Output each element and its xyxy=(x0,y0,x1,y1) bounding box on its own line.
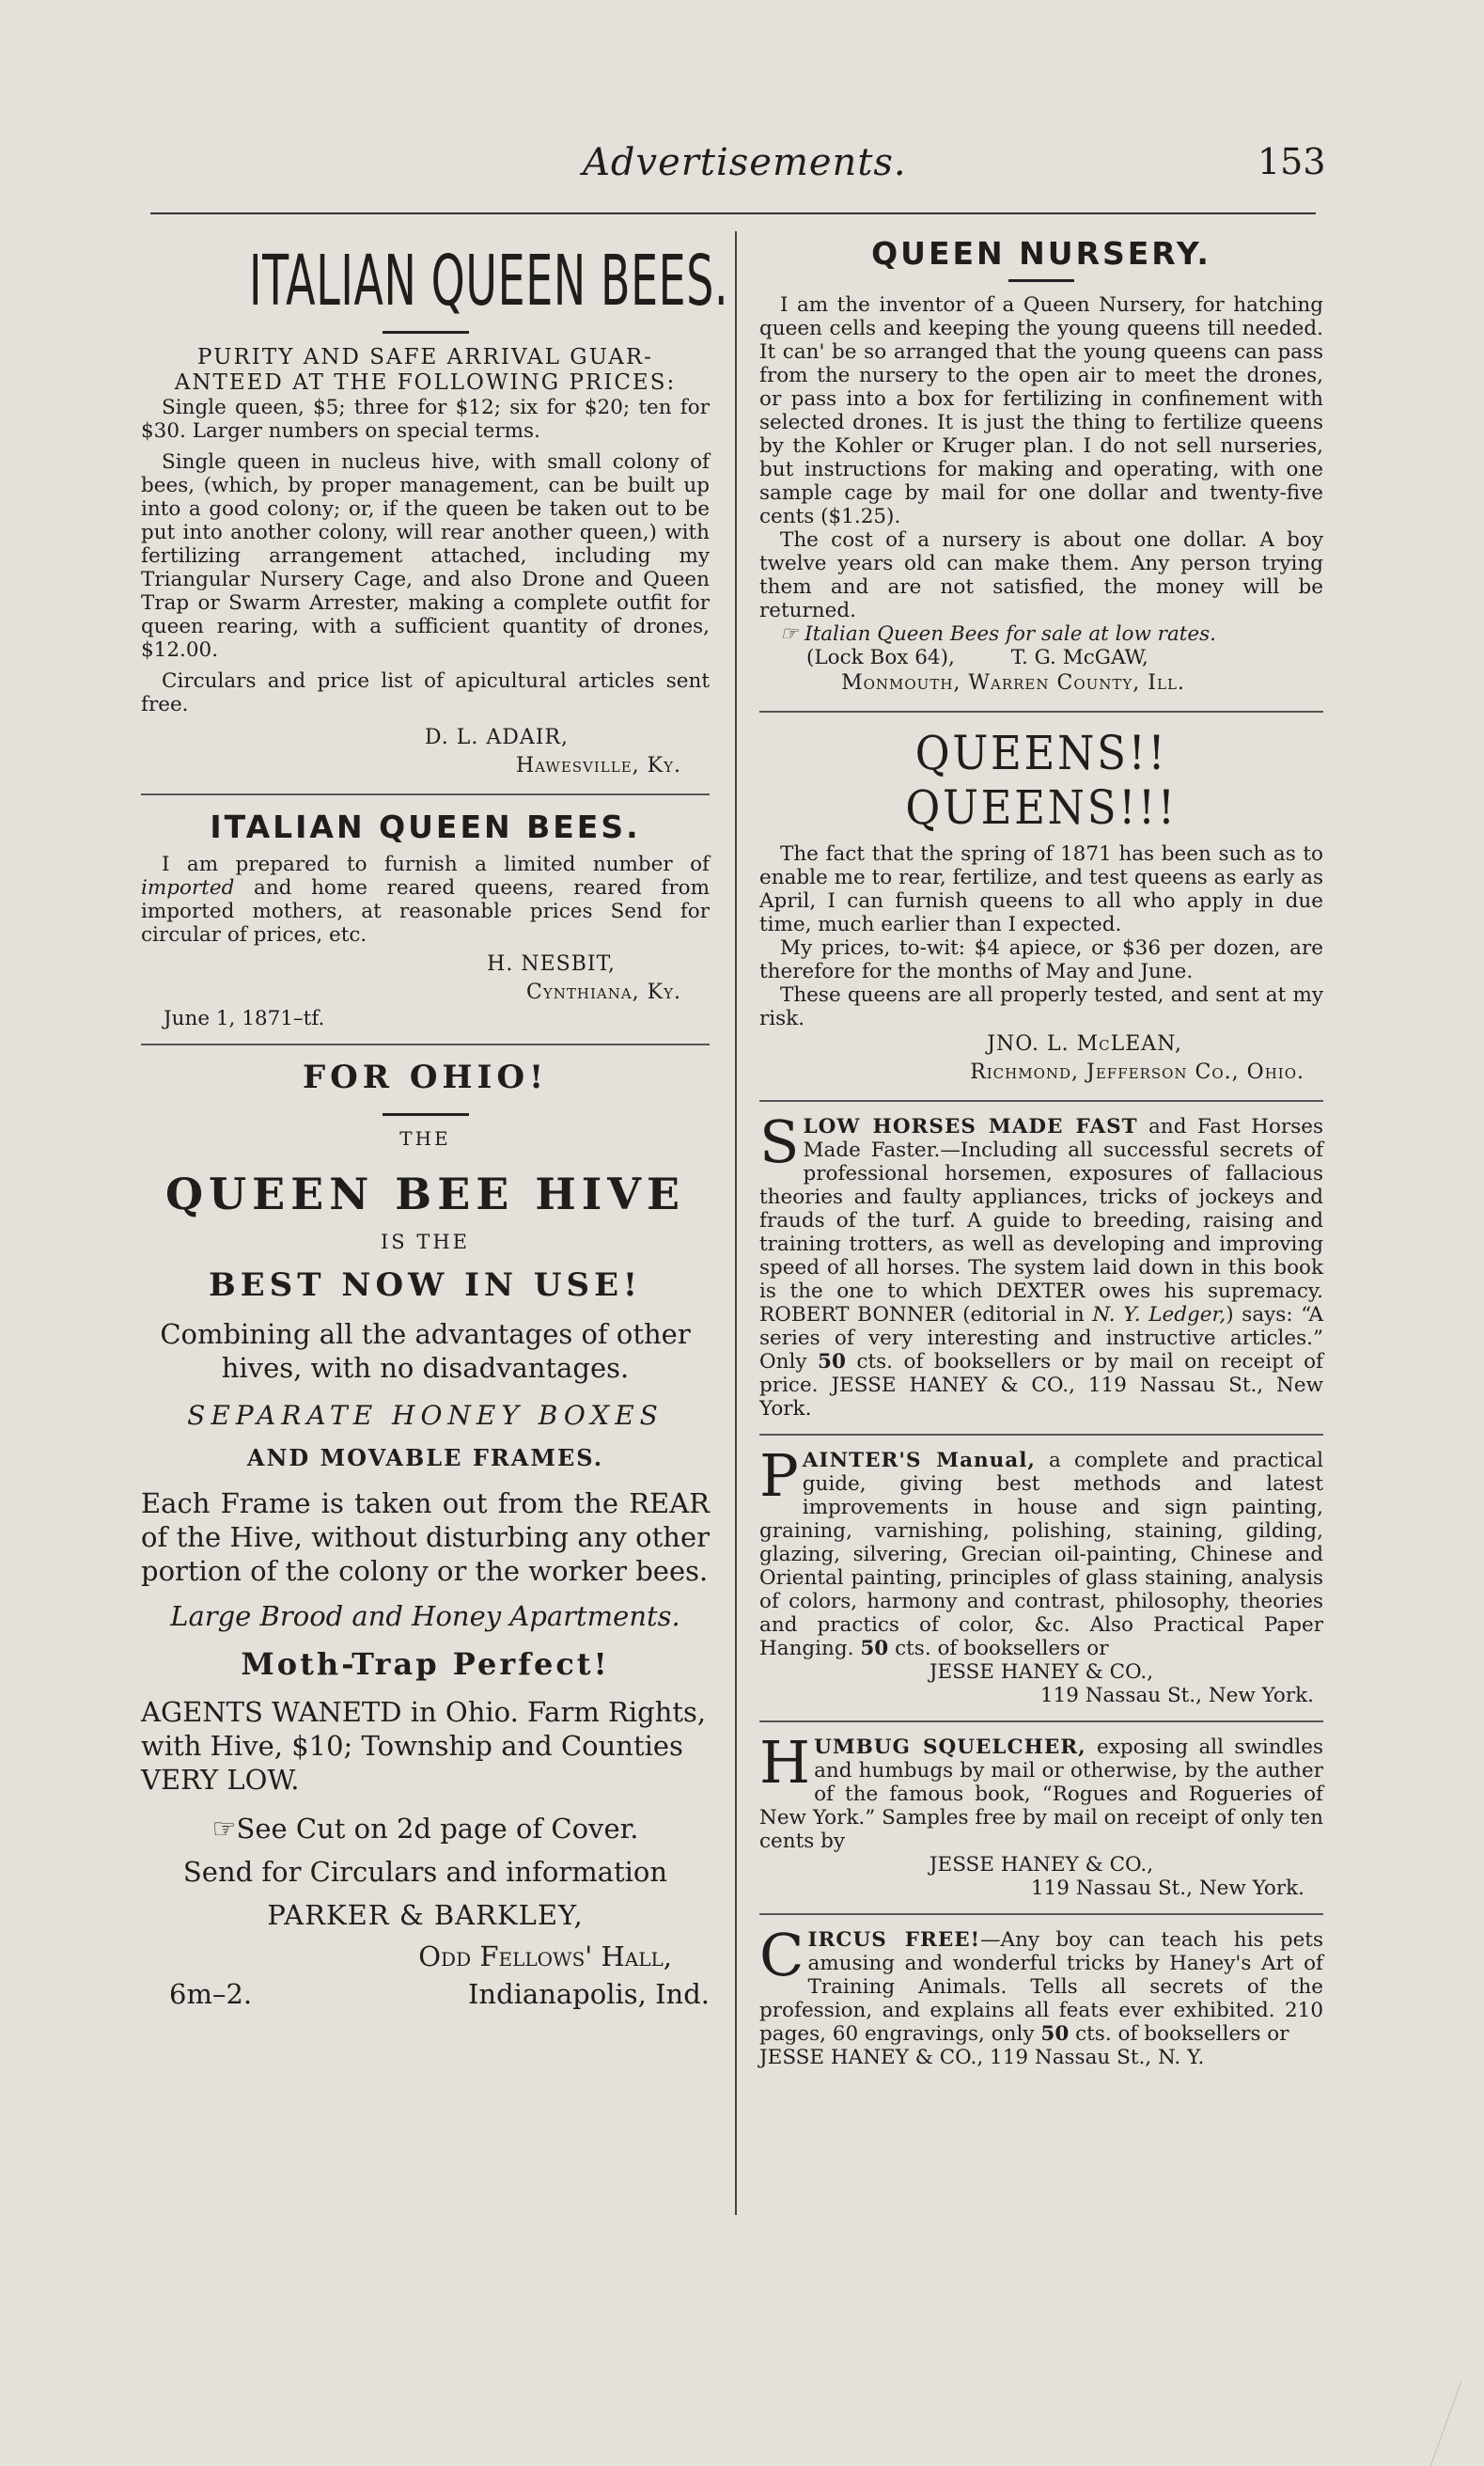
advertiser-name: D. L. ADAIR, xyxy=(424,726,569,749)
tested-paragraph: These queens are all properly tested, and sent at my risk. xyxy=(759,983,1323,1030)
lead-text: UMBUG SQUELCHER, xyxy=(814,1736,1086,1759)
drop-cap: C xyxy=(759,1921,804,1989)
ledger-name: N. Y. Ledger, xyxy=(1092,1303,1226,1327)
best-now-line: BEST NOW IN USE! xyxy=(209,1266,642,1304)
advertiser-name: H. NESBIT, xyxy=(487,952,616,976)
prices-paragraph: My prices, to-wit: $4 apiece, or $36 per dozen, are therefore for the months of May and June. xyxy=(759,936,1323,983)
is-the-line: IS THE xyxy=(380,1231,470,1253)
ad-adair xyxy=(141,241,729,780)
nesbit-body xyxy=(141,853,710,947)
title-rule xyxy=(383,331,469,334)
cost-paragraph: The cost of a nursery is about one dollar. A boy twelve years old can make them. Any person trying them and are not satisfied, the money will be returned. xyxy=(759,528,1323,622)
slow-horses-body xyxy=(759,1107,1323,1421)
body-text: cts. of booksellers or xyxy=(888,1637,1109,1660)
ad-slow-horses xyxy=(759,1107,1323,1421)
ad-queens xyxy=(759,726,1323,1087)
humbug-body xyxy=(759,1728,1323,1853)
nursery-paragraph: I am the inventor of a Queen Nursery, for hatching queen cells and keeping the young queens till needed. It can' be so arranged that the young queens can pass from the nursery to the open air to meet the drones, or pass into a box for fertilizing in confinement with selected drones. It is just the thing to fertilize queens by the Kohler or Kruger plan. I do not sell nurseries, but instructions for making and operating, with one sample cage by mail for one dollar and twenty-five cents ($1.25). xyxy=(759,293,1323,528)
drop-cap: H xyxy=(759,1728,811,1797)
lock-box: (Lock Box 64), xyxy=(806,646,955,669)
for-ohio-heading: FOR OHIO! xyxy=(302,1059,549,1096)
ad-title: ITALIAN QUEEN BEES. xyxy=(248,241,729,322)
imported-word: imported xyxy=(141,876,235,900)
separator xyxy=(759,1100,1323,1102)
each-frame-text: Each Frame is taken out from the REAR of the Hive, without disturbing any other portion of the colony or the worker bees. xyxy=(141,1487,710,1587)
circulars-paragraph: Circulars and price list of apicultural articles sent free. xyxy=(141,669,710,716)
price: 50 xyxy=(818,1350,846,1374)
lead-text: LOW HORSES MADE FAST xyxy=(803,1115,1138,1139)
queens-paragraph: The fact that the spring of 1871 has been such as to enable me to rear, fertilize, and test queens as early as April, I can furnish queens to all who apply in due time, much earlier than I expected. xyxy=(759,842,1323,936)
left-column xyxy=(141,233,729,2011)
signature-line xyxy=(806,646,1323,669)
send-line: Send for Circulars and information xyxy=(182,1856,668,1888)
city-text: Indianapolis, Ind. xyxy=(467,1978,710,2010)
body-text: exposing all swindles and humbugs by mail or otherwise, by the auther of the famous book, “Rogues and Rogueries of New York.” Samples free by mail on receipt of only ten cents by xyxy=(759,1736,1323,1853)
separator xyxy=(141,793,710,795)
hive-name: QUEEN BEE HIVE xyxy=(164,1169,686,1219)
body-text: and home reared queens, reared from imported mothers, at reasonable prices Send for circular of prices, etc. xyxy=(141,876,710,947)
lead-text: AINTER'S Manual, xyxy=(802,1449,1036,1472)
painter-body xyxy=(759,1441,1323,1660)
agents-text: AGENTS WANETD in Ohio. Farm Rights, with Hive, $10; Township and Counties VERY LOW. xyxy=(141,1696,707,1796)
ad-nesbit xyxy=(141,809,710,1030)
body-text: cts. of booksellers or xyxy=(1069,2022,1289,2046)
right-column xyxy=(759,233,1323,2069)
body-text: and Fast Horses Made Faster.—Including all successful secrets of professional horsemen, exposures of fallacious theories and faulty appliances, tricks of jockeys and frauds of the turf. A guide to breeding, raising and training trotters, as well as developing and improving speed of all horses. The system laid down in this book is the one to which DEXTER owes his supremacy. ROBERT BONNER (editorial in xyxy=(759,1115,1323,1327)
separate-boxes-line: SEPARATE HONEY BOXES xyxy=(187,1400,664,1431)
header-rule xyxy=(150,212,1316,214)
ad-code: 6m–2. xyxy=(169,1978,253,2010)
column-rule xyxy=(735,231,737,2215)
see-cut-line xyxy=(141,1812,710,1846)
ad-humbug-squelcher xyxy=(759,1728,1323,1900)
ad-title: QUEENS!! QUEENS!!! xyxy=(905,726,1178,835)
brood-line: Large Brood and Honey Apartments. xyxy=(170,1600,680,1632)
ad-title: QUEEN NURSERY. xyxy=(871,235,1211,272)
ad-painters-manual xyxy=(759,1441,1323,1707)
see-cut-text: See Cut on 2d page of Cover. xyxy=(236,1813,639,1845)
moth-trap-line: Moth-Trap Perfect! xyxy=(241,1646,610,1682)
price: 50 xyxy=(860,1637,889,1660)
separator xyxy=(759,1913,1323,1915)
firm-address: 119 Nassau St., New York. xyxy=(1039,1684,1314,1707)
closing-line: JESSE HANEY & CO., 119 Nassau St., N. Y. xyxy=(759,2046,1205,2069)
separator xyxy=(141,1044,710,1045)
separator xyxy=(759,1720,1323,1722)
ad-title: ITALIAN QUEEN BEES. xyxy=(210,809,641,845)
body-text: —Any boy can teach his pets amusing and wonderful tricks by Haney's Art of Training Animals. Tells all secrets of the profession, and explains all feats ever exhibited. 210 pages, 60 engravings, only xyxy=(759,1928,1323,2046)
note-text: Italian Queen Bees for sale at low rates. xyxy=(804,622,1217,646)
advertiser-place: Monmouth, Warren County, Ill. xyxy=(841,671,1185,695)
advertiser-name: T. G. McGAW, xyxy=(1010,646,1148,669)
ad-queen-nursery xyxy=(759,235,1323,698)
advertiser-name: JNO. L. McLEAN, xyxy=(987,1032,1182,1056)
pointing-hand-icon: ☞ xyxy=(780,622,805,646)
title-rule xyxy=(383,1113,469,1116)
hall-line: Odd Fellows' Hall, xyxy=(418,1940,672,1972)
body-text: ) says: “A series of very interesting and instructive articles.” Only xyxy=(759,1303,1323,1374)
paper-crease xyxy=(1430,2381,1484,2466)
lead-text: IRCUS FREE! xyxy=(807,1928,981,1952)
page-number: 153 xyxy=(1257,141,1326,182)
combining-text: Combining all the advantages of other hives, with no disadvantages. xyxy=(160,1318,691,1384)
separator xyxy=(759,711,1323,713)
ad-date: June 1, 1871–tf. xyxy=(164,1007,325,1030)
movable-frames-line: AND MOVABLE FRAMES. xyxy=(246,1444,604,1471)
guarantee-heading: PURITY AND SAFE ARRIVAL GUAR- ANTEED AT THE FOLLOWING PRICES: xyxy=(174,345,677,395)
advertiser-place: Richmond, Jefferson Co., Ohio. xyxy=(970,1060,1304,1084)
ad-circus-free xyxy=(759,1921,1323,2069)
ad-queen-bee-hive xyxy=(141,1059,710,2011)
firm-name: JESSE HANEY & CO., xyxy=(929,1853,1154,1877)
firm-address: 119 Nassau St., New York. xyxy=(1030,1877,1304,1900)
body-text: cts. of booksellers or by mail on receipt of price. JESSE HANEY & CO., 119 Nassau St., New York. xyxy=(759,1350,1323,1421)
title-rule xyxy=(1008,279,1074,282)
firm-name: JESSE HANEY & CO., xyxy=(929,1660,1154,1684)
body-text: I am prepared to furnish a limited number of xyxy=(162,853,710,876)
separator xyxy=(759,1434,1323,1436)
advertiser-place: Cynthiana, Ky. xyxy=(526,981,681,1004)
advertiser-place: Hawesville, Ky. xyxy=(516,754,681,777)
drop-cap: P xyxy=(759,1441,799,1510)
drop-cap: S xyxy=(759,1107,800,1176)
nucleus-paragraph: Single queen in nucleus hive, with small colony of bees, (which, by proper management, can be built up into a good colony; or, if the queen be taken out to be put into another colony, will rear another queen,) with fertilizing arrangement attached, including my Triangular Nursery Cage, and also Drone and Queen Trap or Swarm Arrester, making a complete outfit for queen rearing, with a sufficient quantity of drones, $12.00. xyxy=(141,450,710,662)
city-line xyxy=(141,1977,710,2011)
italian-note xyxy=(759,622,1323,646)
pointing-hand-icon: ☞ xyxy=(211,1813,237,1845)
body-text: a complete and practical guide, giving best methods and latest improvements in house and sign painting, graining, varnishing, polishing, staining, gilding, glazing, silvering, Grecian oil-painting, Chinese and Oriental painting, principles of glass staining, analysis of colors, harmony and contrast, philosophy, theories and practics of color, &c. Also Practical Paper Hanging. xyxy=(759,1449,1323,1660)
the-line: THE xyxy=(399,1127,451,1150)
running-head: Advertisements. xyxy=(583,141,907,184)
firm-name: PARKER & BARKLEY, xyxy=(267,1899,584,1931)
circus-body xyxy=(759,1921,1323,2046)
price: 50 xyxy=(1040,2022,1070,2046)
prices-paragraph: Single queen, $5; three for $12; six for $20; ten for $30. Larger numbers on special terms. xyxy=(141,396,710,443)
